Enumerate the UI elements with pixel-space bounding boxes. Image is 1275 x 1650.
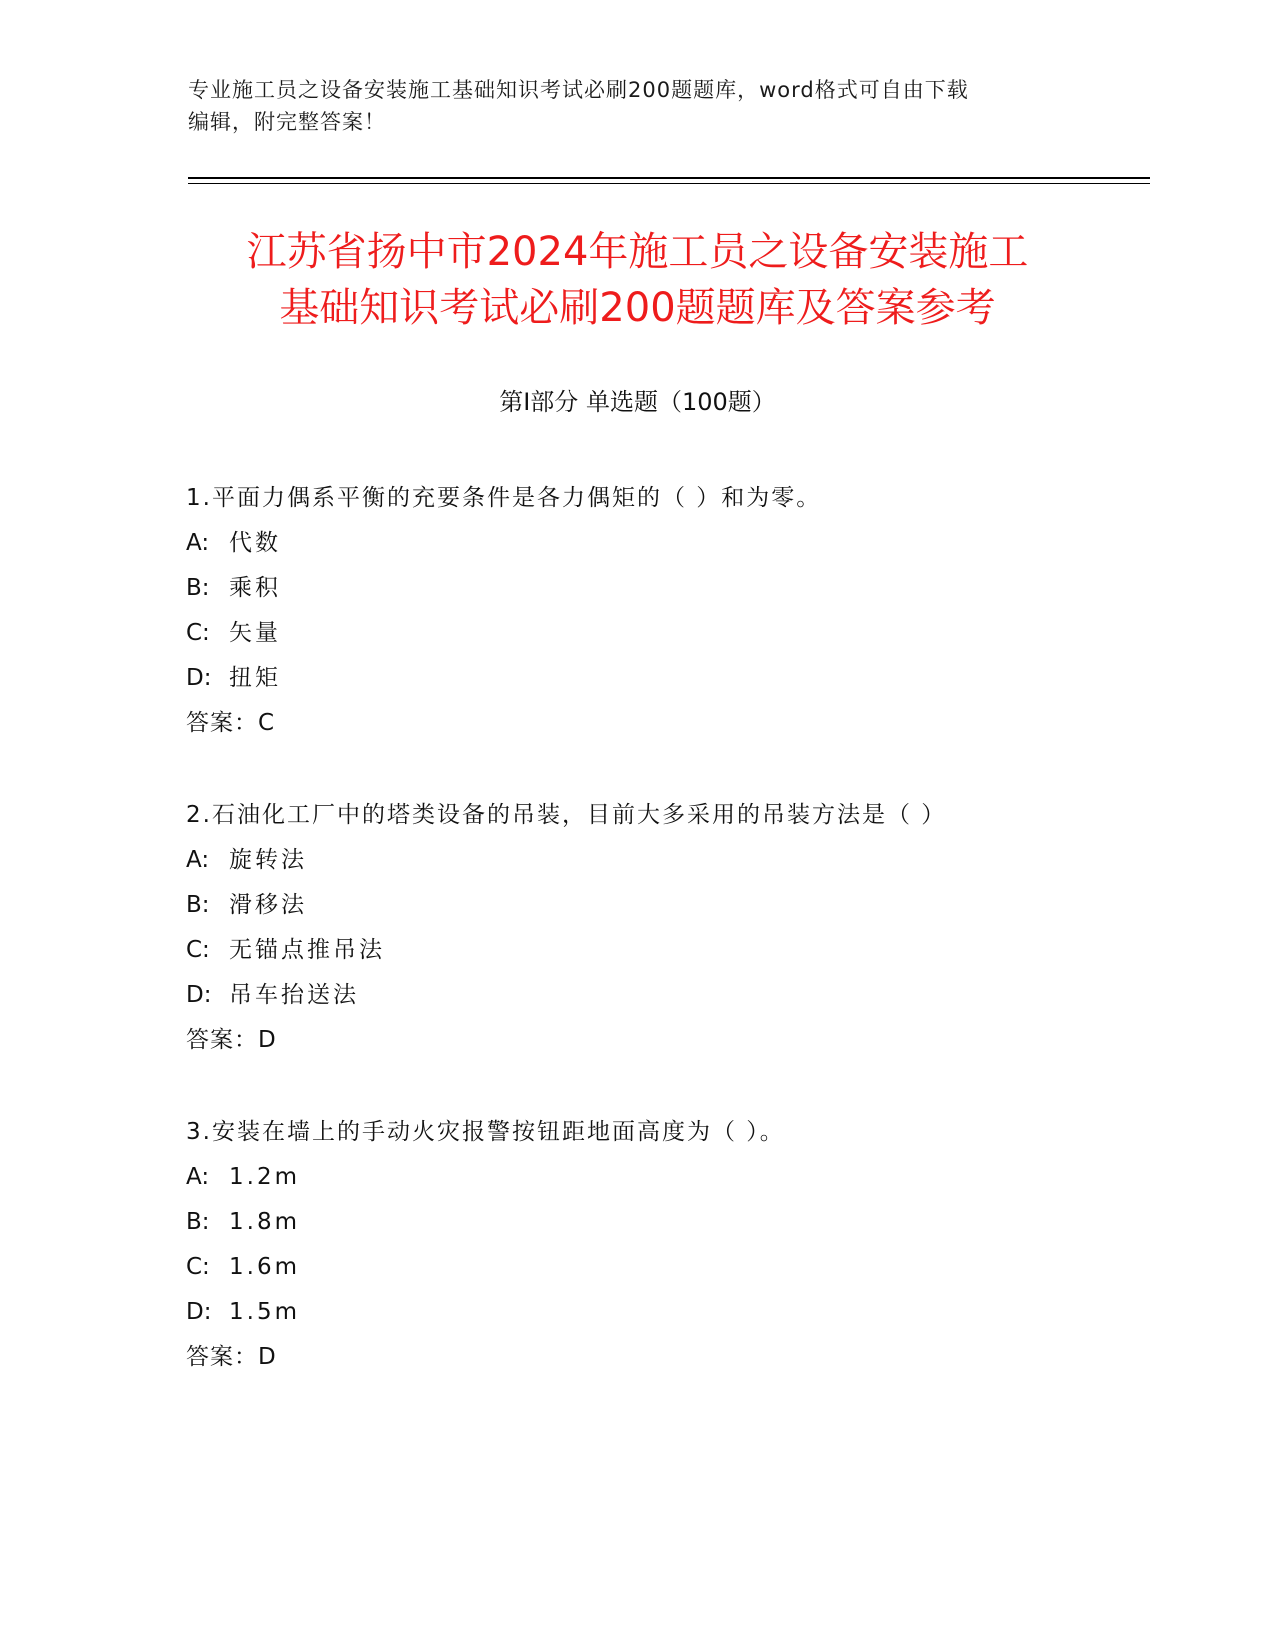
option-text: 1.5m — [229, 1299, 300, 1325]
option-key: D: — [186, 665, 212, 691]
option-b — [186, 883, 1146, 928]
option-key: C: — [186, 937, 210, 963]
option-b — [186, 566, 1146, 611]
question-1 — [186, 476, 1146, 746]
option-key: A: — [186, 847, 210, 873]
option-text: 乘积 — [229, 575, 281, 601]
option-text: 代数 — [229, 530, 281, 556]
option-text: 滑移法 — [229, 892, 307, 918]
option-a — [186, 521, 1146, 566]
document-title-line-2: 基础知识考试必刷200题题库及答案参考 — [279, 285, 996, 331]
option-key: A: — [186, 530, 210, 556]
option-key: B: — [186, 892, 210, 918]
answer-line: 答案：D — [186, 1027, 277, 1053]
option-d — [186, 1290, 1146, 1335]
option-a — [186, 1155, 1146, 1200]
option-key: A: — [186, 1164, 210, 1190]
question-list — [186, 476, 1146, 1427]
option-d — [186, 656, 1146, 701]
option-key: C: — [186, 620, 210, 646]
option-b — [186, 1200, 1146, 1245]
option-c — [186, 611, 1146, 656]
option-c — [186, 1245, 1146, 1290]
question-2 — [186, 793, 1146, 1063]
header-divider-thin — [188, 183, 1150, 184]
option-text: 旋转法 — [229, 847, 307, 873]
header-note-line-1: 专业施工员之设备安装施工基础知识考试必刷200题题库，word格式可自由下载 — [188, 78, 969, 102]
question-text: 1.平面力偶系平衡的充要条件是各力偶矩的（ ）和为零。 — [186, 485, 822, 511]
option-key: D: — [186, 982, 212, 1008]
option-key: B: — [186, 1209, 210, 1235]
option-text: 扭矩 — [229, 665, 281, 691]
answer-line: 答案：D — [186, 1344, 277, 1370]
header-divider-thick — [188, 177, 1150, 179]
section-heading: 第Ⅰ部分 单选题（100题） — [499, 388, 776, 416]
option-text: 1.8m — [229, 1209, 300, 1235]
answer-line: 答案：C — [186, 710, 276, 736]
header-note — [188, 74, 1088, 138]
option-a — [186, 838, 1146, 883]
option-text: 无锚点推吊法 — [229, 937, 385, 963]
option-text: 吊车抬送法 — [229, 982, 359, 1008]
question-text: 3.安装在墙上的手动火灾报警按钮距地面高度为（ ）。 — [186, 1119, 785, 1145]
option-text: 1.2m — [229, 1164, 300, 1190]
question-3 — [186, 1110, 1146, 1380]
option-d — [186, 973, 1146, 1018]
option-text: 矢量 — [229, 620, 281, 646]
option-key: D: — [186, 1299, 212, 1325]
question-text: 2.石油化工厂中的塔类设备的吊装，目前大多采用的吊装方法是（ ） — [186, 802, 947, 828]
option-text: 1.6m — [229, 1254, 300, 1280]
option-c — [186, 928, 1146, 973]
option-key: B: — [186, 575, 210, 601]
header-note-line-2: 编辑，附完整答案！ — [188, 110, 386, 134]
option-key: C: — [186, 1254, 210, 1280]
document-title — [150, 224, 1125, 336]
document-title-line-1: 江苏省扬中市2024年施工员之设备安装施工 — [246, 229, 1029, 275]
